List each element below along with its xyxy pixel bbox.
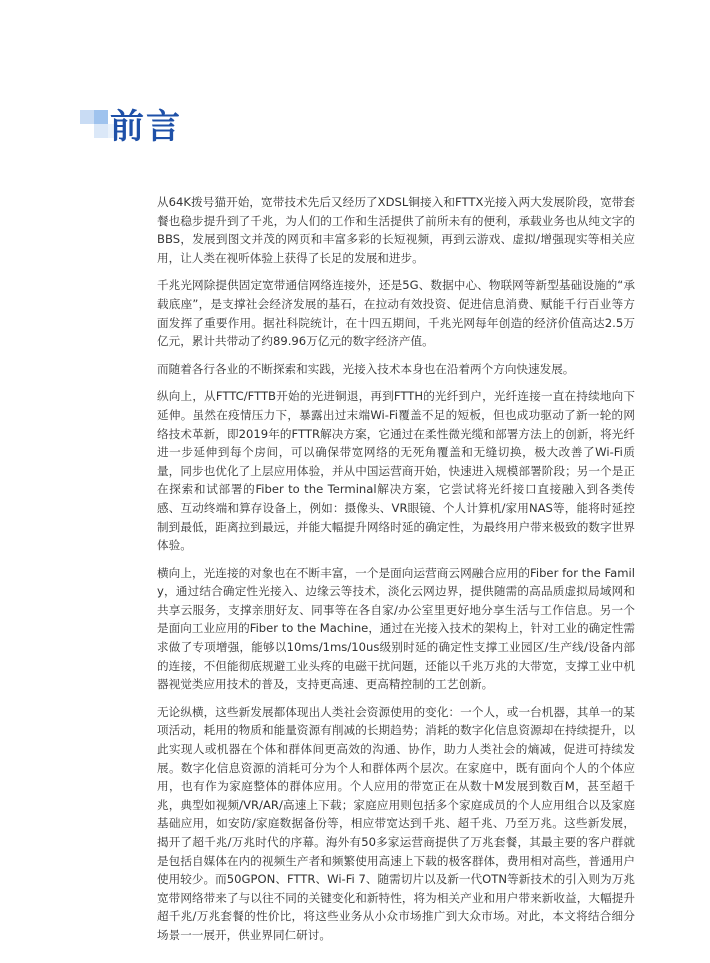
- paragraph: 无论纵横，这些新发展都体现出人类社会资源使用的变化：一个人，或一台机器，其单一的某项活动，耗用的物质和能量资源有削减的长期趋势；消耗的数字化信息资源却在持续提升，以此实现人或机器在个体和群体间更高效的沟通、协作，助力人类社会的熵减，促进可持续发展。数字化信息资源的消耗可分为个人和群体两个层次。在家庭中，既有面向个人的个体应用，也有作为家庭整体的群体应用。个人应用的带宽正在从数十M发展到数百M，甚至超千兆，典型如视频/VR/AR/高速上下载；家庭应用则包括多个家庭成员的个人应用组合以及家庭基础应用，如安防/家庭数据备份等，相应带宽达到千兆、超千兆、乃至万兆。这些新发展，揭开了超千兆/万兆时代的序幕。海外有50多家运营商提供了万兆套餐，其最主要的客户群就是包括自媒体在内的视频生产者和频繁使用高速上下载的极客群体，费用相对高些，普通用户使用较少。而50GPON、FTTR、Wi-Fi 7、随需切片以及新一代OTN等新技术的引入则为万兆宽带网络带来了与以往不同的关键变化和新特性，将为相关产业和用户带来新收益，大幅提升超千兆/万兆套餐的性价比，将这些业务从小众市场推广到大众市场。对此，本文将结合细分场景一一展开，供业界同仁研讨。: [157, 704, 635, 942]
- decor-square: [94, 110, 108, 124]
- paragraph: 纵向上，从FTTC/FTTB开始的光进铜退，再到FTTH的光纤到户，光纤连接一直在持续地向下延伸。虽然在疫情压力下，暴露出过末端Wi-Fi覆盖不足的短板，但也成功驱动了新一轮的网络技术革新，即2019年的FTTR解决方案，它通过在柔性微光缆和部署方法上的创新，将光纤进一步延伸到每个房间，可以确保带宽网络的无死角覆盖和无缝切换，极大改善了Wi-Fi质量，同步也优化了上层应用体验，并从中国运营商开始，快速进入规模部署阶段；另一个是正在探索和试部署的Fiber to the Terminal解决方案，它尝试将光纤接口直接融入到各类传感、互动终端和算存设备上，例如：摄像头、VR眼镜、个人计算机/家用NAS等，能将时延控制到最低，距离拉到最远，并能大幅提升网络时延的确定性，为最终用户带来极致的数字世界体验。: [157, 389, 635, 553]
- page-title: 前言: [110, 107, 182, 147]
- paragraph: 横向上，光连接的对象也在不断丰富，一个是面向运营商云网融合应用的Fiber for the Family，通过结合确定性光接入、边缘云等技术，淡化云网边界，提供随需的高品质虚拟局域网和共享云服务，支撑亲朋好友、同事等在各自家/办公室里更好地分享生活与工作信息。另一个是面向工业应用的Fiber to the Machine，通过在光接入技术的架构上，针对工业的确定性需求做了专项增强，能够以10ms/1ms/10us级别时延的确定性支撑工业园区/生产线/设备内部的连接，不但能彻底规避工业头疼的电磁干扰问题，还能以千兆万兆的大带宽，支撑工业中机器视觉类应用技术的普及，支持更高速、更高精控制的工艺创新。: [157, 565, 635, 692]
- paragraph: 千兆光网除提供固定宽带通信网络连接外，还是5G、数据中心、物联网等新型基础设施的“承载底座”，是支撑社会经济发展的基石，在拉动有效投资、促进信息消费、赋能千行百业等方面发挥了重要作用。据社科院统计，在十四五期间，千兆光网每年创造的经济价值高达2.5万亿元，累计共带动了约89.96万亿元的数字经济产值。: [157, 278, 635, 349]
- decor-square: [80, 110, 94, 124]
- decor-square: [94, 124, 108, 138]
- paragraph: 而随着各行各业的不断探索和实践，光接入技术本身也在沿着两个方向快速发展。: [157, 361, 575, 376]
- body-text: [157, 193, 635, 954]
- paragraph: 从64K拨号猫开始，宽带技术先后又经历了XDSL铜接入和FTTX光接入两大发展阶段，宽带套餐也稳步提升到了千兆，为人们的工作和生活提供了前所未有的便利，承载业务也从纯文字的BBS，发展到图文并茂的网页和丰富多彩的长短视频，再到云游戏、虚拟/增强现实等相关应用，让人类在视听体验上获得了长足的发展和进步。: [157, 195, 635, 265]
